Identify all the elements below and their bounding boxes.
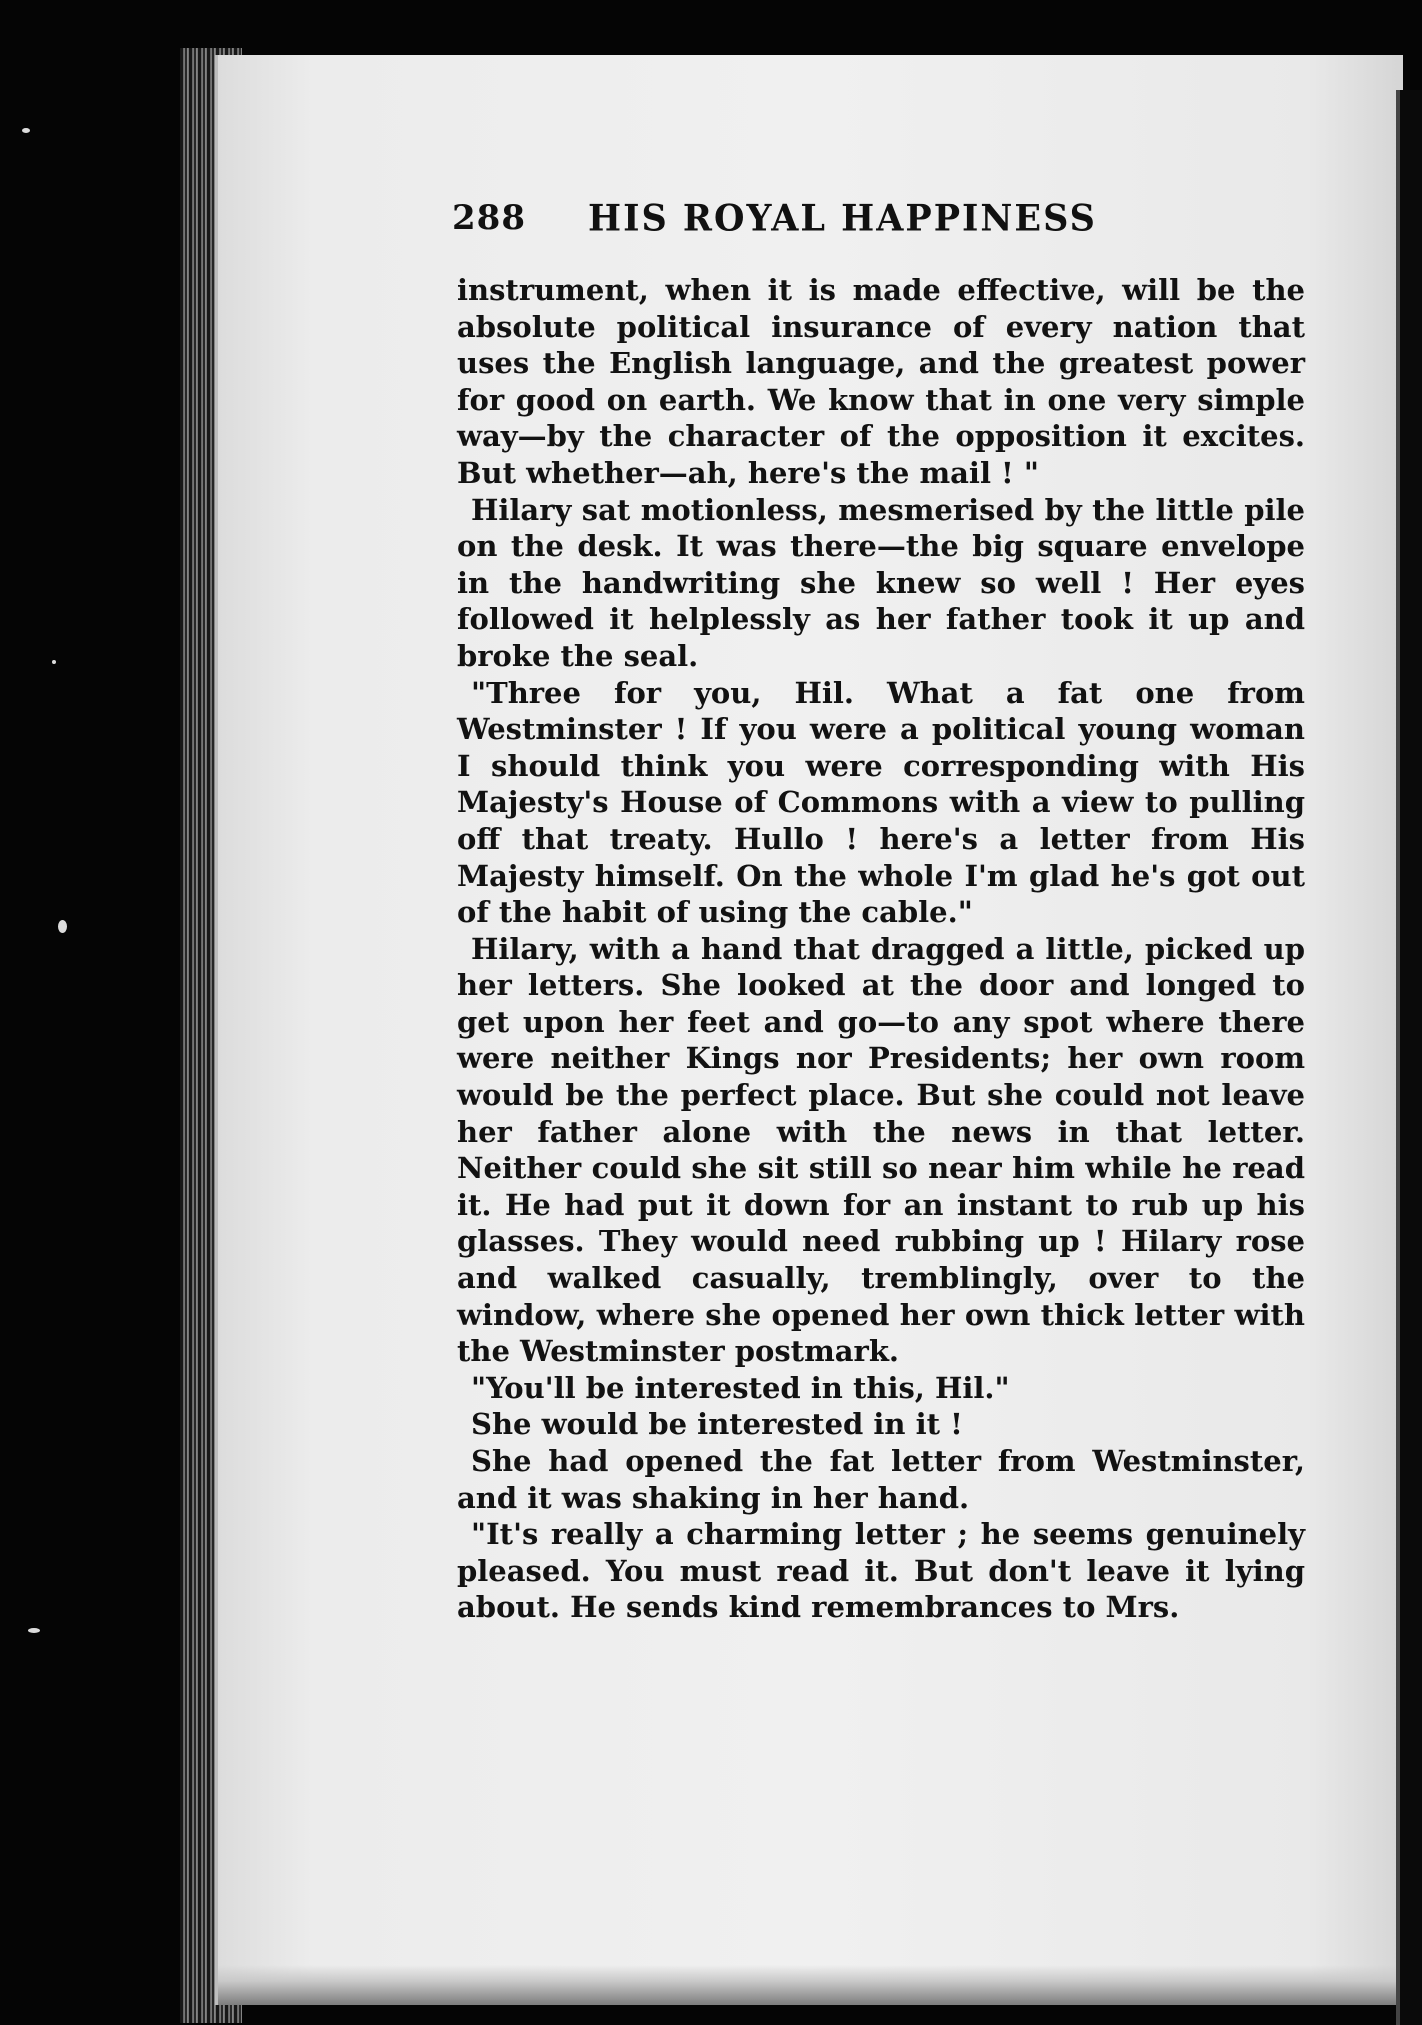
paragraph: She would be interested in it ! (471, 1407, 963, 1442)
paragraph: instrument, when it is made effective, will be the absolute political insurance of every nation that uses the English language, and the greatest power for good on earth. We know that in one very simple way—by the character of the opposition it excites. But whether—ah, here's the mail ! " (457, 273, 1305, 490)
paragraph: "It's really a charming letter ; he seems genuinely pleased. You must read it. But don't leave it lying about. He sends kind remembrances to Mrs. (457, 1517, 1305, 1625)
running-header (452, 190, 1322, 250)
right-page-edge (1396, 90, 1422, 2025)
paragraph: "Three for you, Hil. What a fat one from Westminster ! If you were a political young woman I should think you were corresponding with His Majesty's House of Commons with a view to pulling off that treaty. Hullo ! here's a letter from His Majesty himself. On the whole I'm glad he's got out of the habit of using the cable." (457, 675, 1305, 930)
running-title: HIS ROYAL HAPPINESS (588, 196, 1097, 241)
paragraph: Hilary, with a hand that dragged a little, picked up her letters. She looked at the door and longed to get upon her feet and go—to any spot where there were neither Kings nor Presidents; her own room would be the perfect place. But she could not leave her father alone with the news in that letter. Neither could she sit still so near him while he read it. He had put it down for an instant to rub up his glasses. They would need rubbing up ! Hilary rose and walked casually, tremblingly, over to the window, where she opened her own thick letter with the Westminster postmark. (457, 931, 1305, 1369)
paragraph: She had opened the fat letter from Westminster, and it was shaking in her hand. (457, 1444, 1305, 1515)
paragraph: Hilary sat motionless, mesmerised by the little pile on the desk. It was there—the big square envelope in the handwriting she knew so well ! Her eyes followed it helplessly as her father took it up and broke the seal. (457, 492, 1305, 673)
body-text (457, 272, 1305, 1626)
page-number: 288 (452, 198, 526, 238)
paragraph: "You'll be interested in this, Hil." (471, 1370, 1010, 1405)
